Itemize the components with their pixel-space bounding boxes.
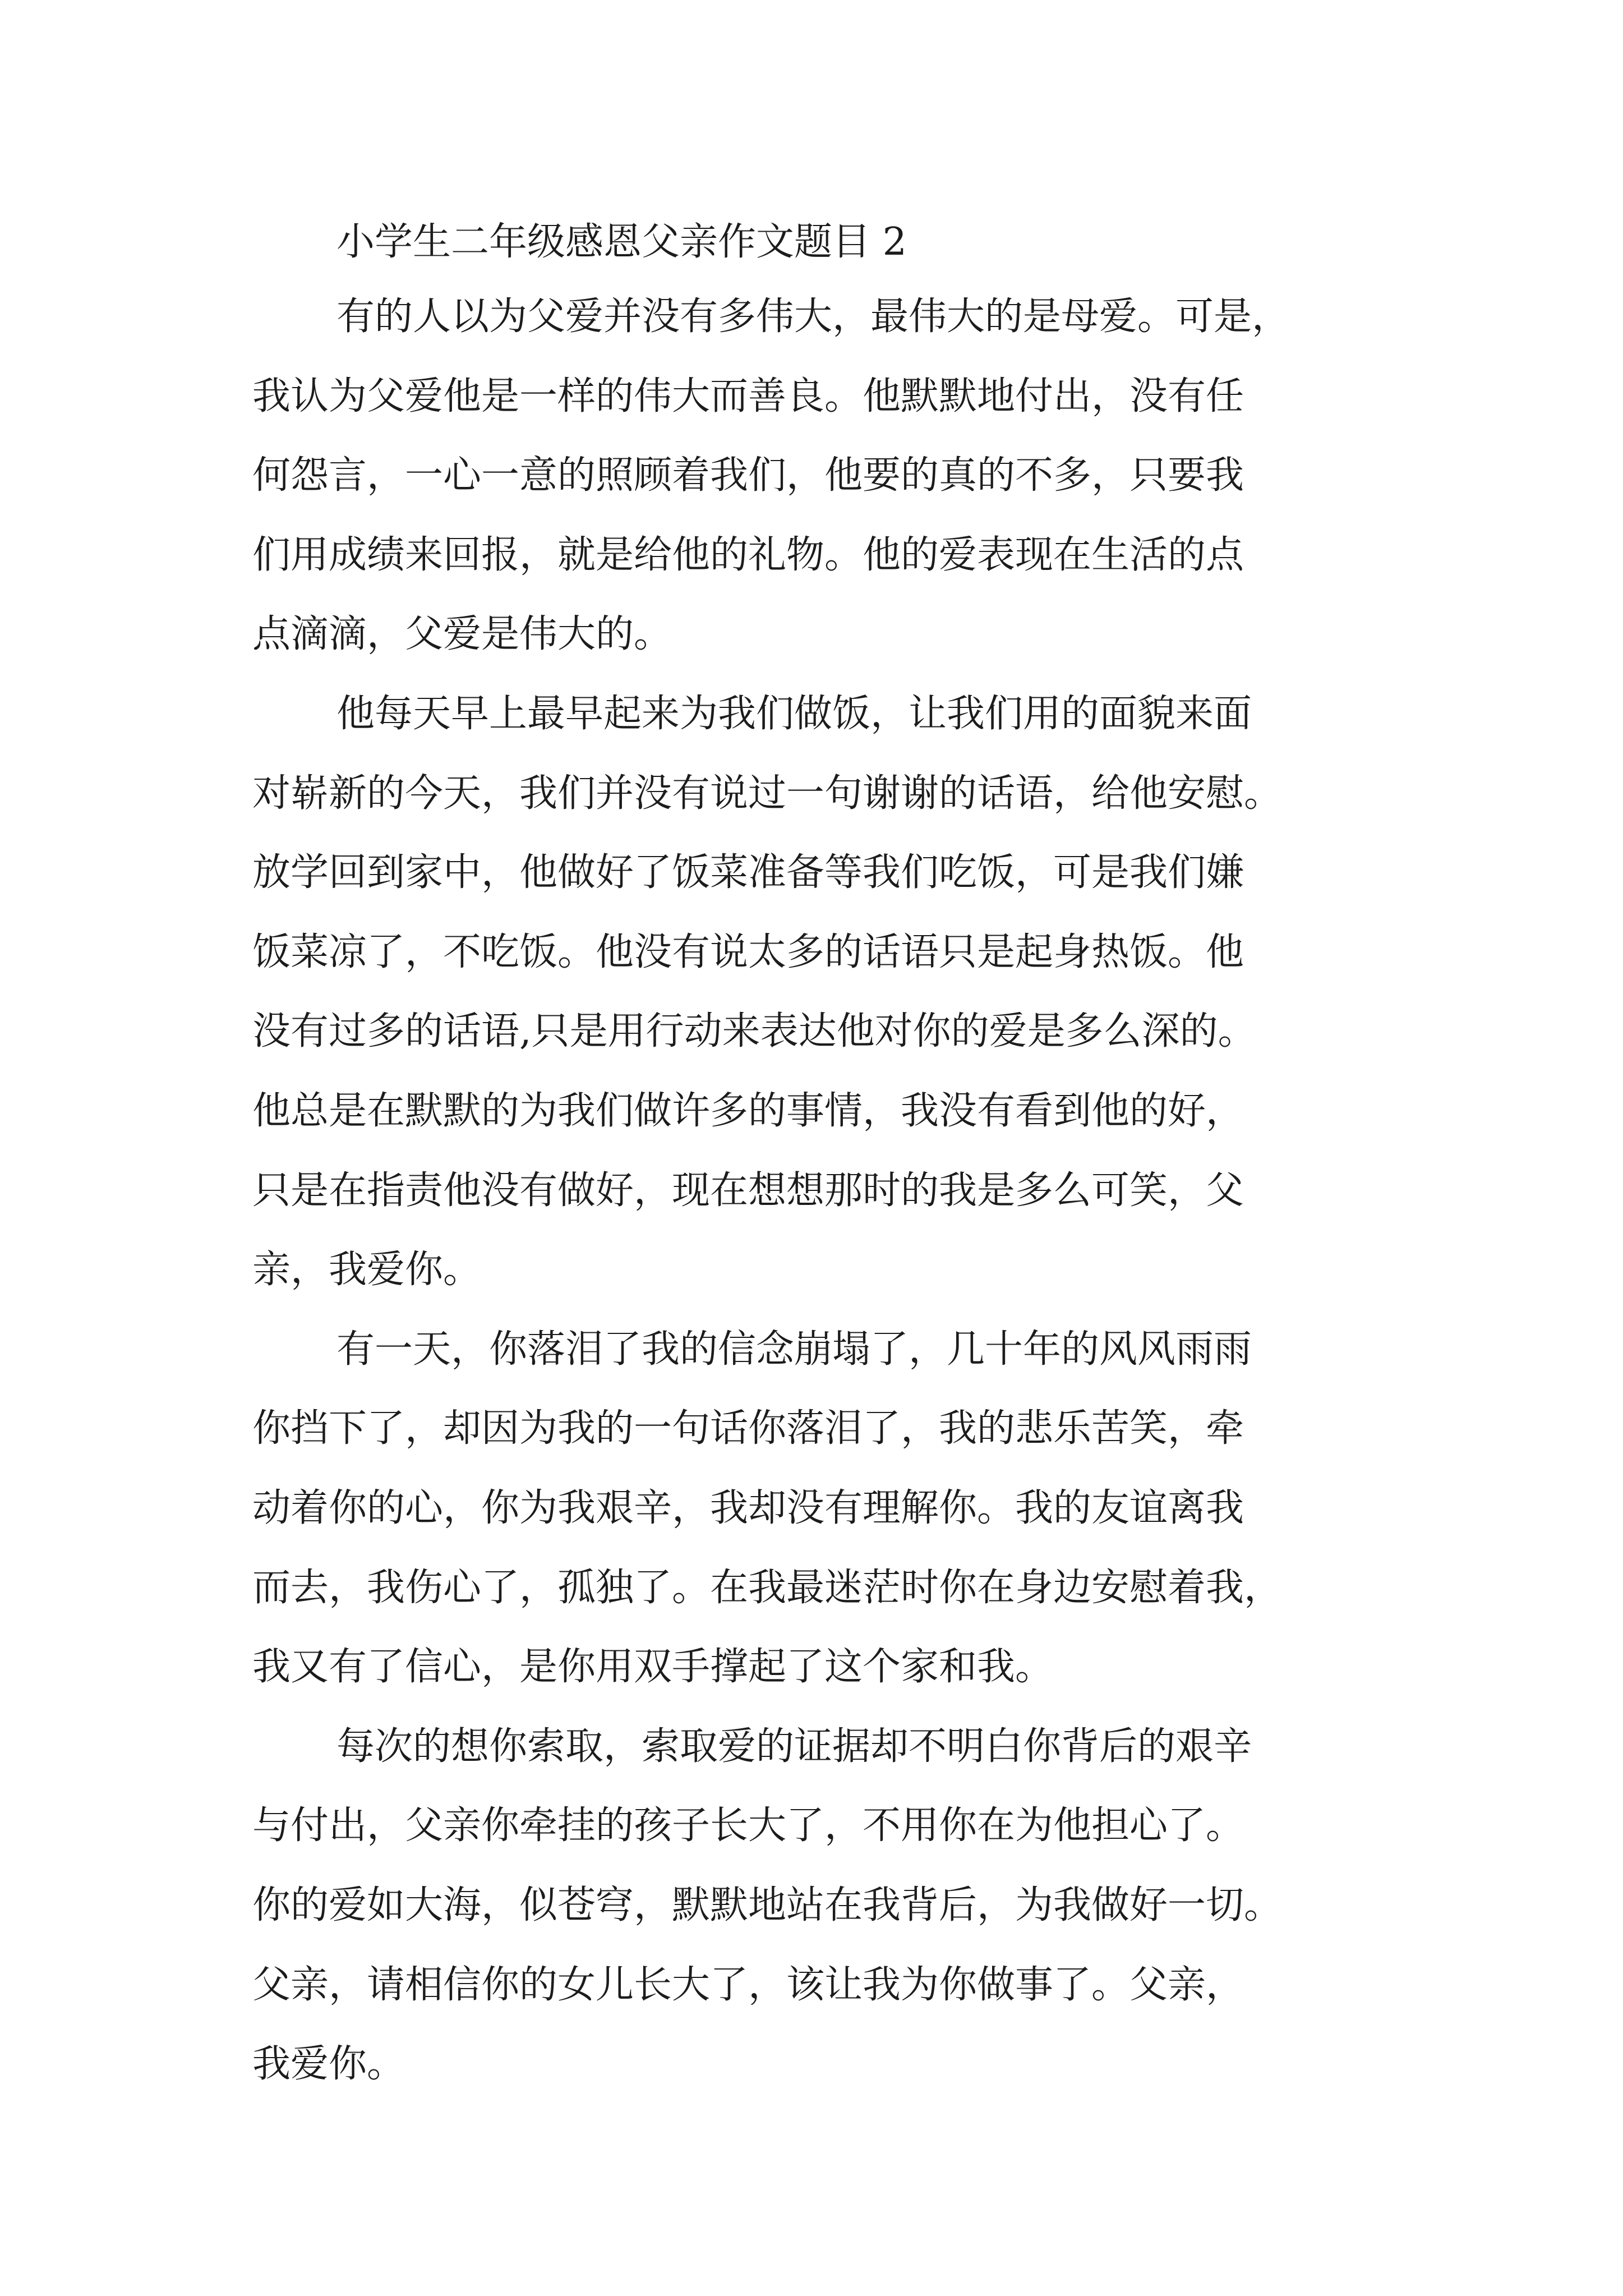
paragraph-2-line-7: 只是在指责他没有做好，现在想想那时的我是多么可笑，父 [252, 1168, 1244, 1213]
paragraph-2-line-4: 饭菜凉了，不吃饭。他没有说太多的话语只是起身热饭。他 [252, 930, 1244, 974]
paragraph-3-line-4: 而去，我伤心了，孤独了。在我最迷茫时你在身边安慰着我， [252, 1566, 1283, 1610]
paragraph-4-line-1: 每次的想你索取，索取爱的证据却不明白你背后的艰辛 [336, 1724, 1252, 1769]
document-title: 小学生二年级感恩父亲作文题目 2 [336, 220, 907, 264]
paragraph-4-line-2: 与付出，父亲你牵挂的孩子长大了，不用你在为他担心了。 [252, 1803, 1244, 1848]
paragraph-1-line-4: 们用成绩来回报，就是给他的礼物。他的爱表现在生活的点 [252, 533, 1244, 577]
paragraph-1-line-3: 何怨言，一心一意的照顾着我们，他要的真的不多，只要我 [252, 453, 1244, 498]
paragraph-4-line-4: 父亲，请相信你的女儿长大了，该让我为你做事了。父亲， [252, 1963, 1244, 2007]
paragraph-2-line-5: 没有过多的话语,只是用行动来表达他对你的爱是多么深的。 [252, 1009, 1256, 1053]
paragraph-2-line-1: 他每天早上最早起来为我们做饭，让我们用的面貌来面 [336, 692, 1252, 736]
paragraph-3-line-5: 我又有了信心，是你用双手撑起了这个家和我。 [252, 1645, 1054, 1689]
paragraph-1-line-2: 我认为父爱他是一样的伟大而善良。他默默地付出，没有任 [252, 374, 1244, 418]
paragraph-3-line-1: 有一天，你落泪了我的信念崩塌了，几十年的风风雨雨 [336, 1327, 1252, 1372]
paragraph-2-line-2: 对崭新的今天，我们并没有说过一句谢谢的话语，给他安慰。 [252, 771, 1283, 816]
paragraph-3-line-2: 你挡下了，却因为我的一句话你落泪了，我的悲乐苦笑，牵 [252, 1406, 1244, 1451]
paragraph-2-line-8: 亲，我爱你。 [252, 1248, 482, 1292]
paragraph-1-line-5: 点滴滴，父爱是伟大的。 [252, 612, 672, 656]
paragraph-4-line-3: 你的爱如大海，似苍穹，默默地站在我背后，为我做好一切。 [252, 1883, 1283, 1927]
paragraph-4-line-5: 我爱你。 [252, 2042, 405, 2086]
paragraph-3-line-3: 动着你的心，你为我艰辛，我却没有理解你。我的友谊离我 [252, 1486, 1244, 1530]
paragraph-1-line-1: 有的人以为父爱并没有多伟大，最伟大的是母爱。可是， [336, 295, 1290, 339]
paragraph-2-line-3: 放学回到家中，他做好了饭菜准备等我们吃饭，可是我们嫌 [252, 850, 1244, 895]
paragraph-2-line-6: 他总是在默默的为我们做许多的事情，我没有看到他的好， [252, 1089, 1244, 1133]
